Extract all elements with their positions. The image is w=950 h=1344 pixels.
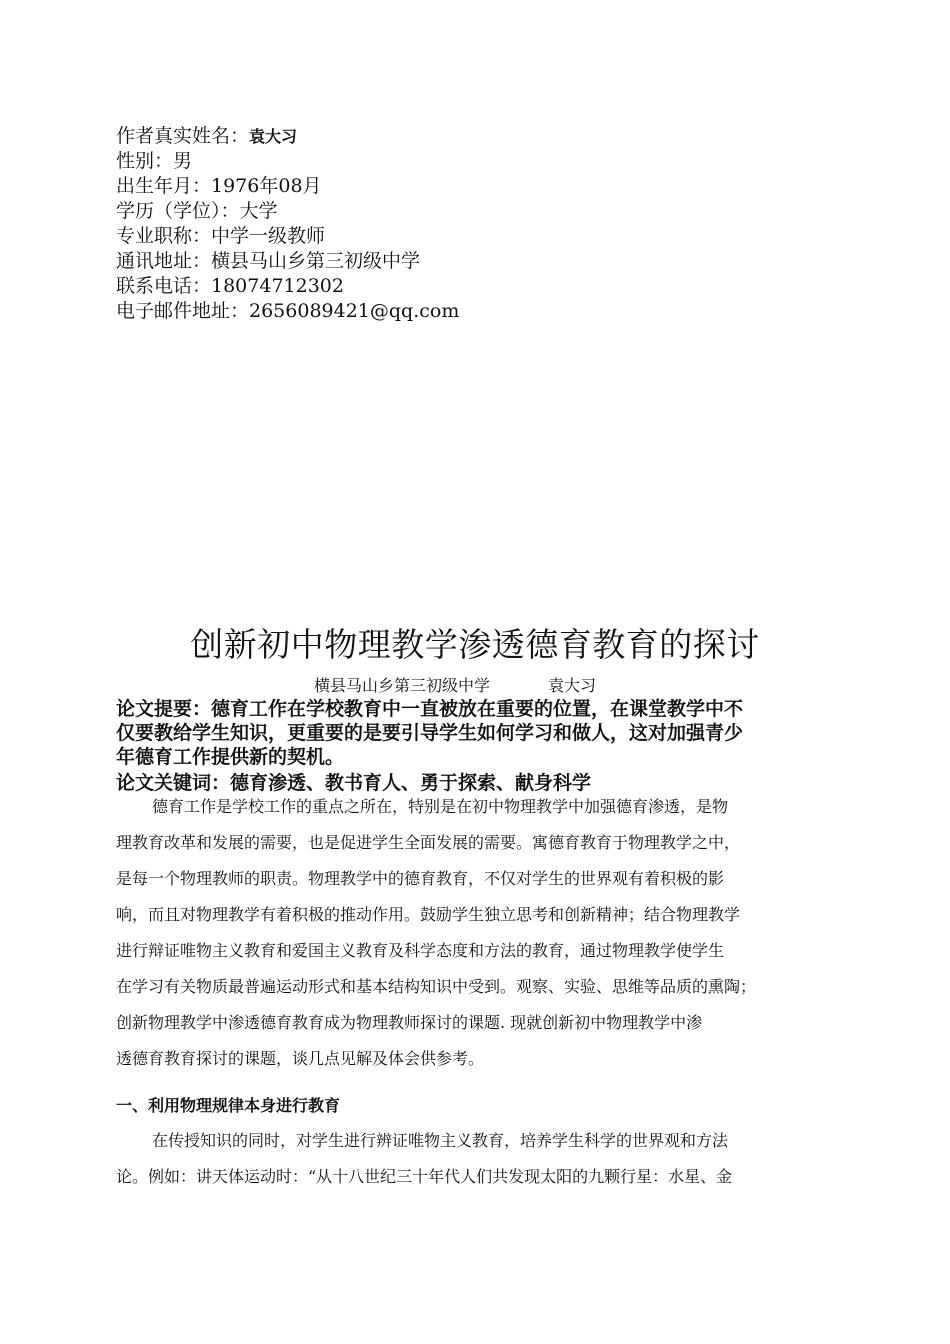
body-line: 是每一个物理教师的职责。物理教学中的德育教育，不仅对学生的世界观有着积极的影	[116, 869, 725, 888]
body-line: 在传授知识的同时，对学生进行辨证唯物主义教育，培养学生科学的世界观和方法	[152, 1131, 729, 1150]
paper-title: 创新初中物理教学渗透德育教育的探讨	[190, 625, 760, 664]
body-line: 在学习有关物质最普遍运动形式和基本结构知识中受到。观察、实验、思维等品质的熏陶；	[116, 977, 757, 996]
author-info-block	[116, 124, 836, 324]
abstract-line: 仅要教给学生知识，更重要的是要引导学生如何学习和做人，这对加强青少	[116, 722, 744, 744]
intro-paragraph	[116, 789, 846, 1077]
abstract-line: 论文提要：德育工作在学校教育中一直被放在重要的位置，在课堂教学中不	[116, 698, 744, 720]
body-line: 进行辩证唯物主义教育和爱国主义教育及科学态度和方法的教育，通过物理教学使学生	[116, 941, 725, 960]
body-line: 响，而且对物理教学有着积极的推动作用。鼓励学生独立思考和创新精神；结合物理教学	[116, 905, 741, 924]
professional-title-line: 专业职称：中学一级教师	[116, 225, 326, 247]
section-1-paragraph	[116, 1123, 846, 1195]
abstract-line: 年德育工作提供新的契机。	[116, 746, 345, 768]
paper-byline	[314, 675, 814, 697]
section-1-heading: 一、利用物理规律本身进行教育	[116, 1096, 341, 1115]
paper-school: 横县马山乡第三初级中学	[314, 676, 491, 695]
education-line: 学历（学位）：大学	[116, 200, 278, 222]
body-line: 理教育改革和发展的需要，也是促进学生全面发展的需要。寓德育教育于物理教学之中，	[116, 833, 741, 852]
body-line: 透德育教育探讨的课题，谈几点见解及体会供参考。	[116, 1049, 485, 1068]
body-line: 论。例如：讲天体运动时：“从十八世纪三十年代人们共发现太阳的九颗行星：水星、金	[116, 1167, 733, 1186]
birth-line: 出生年月：1976年08月	[116, 175, 322, 197]
email-line: 电子邮件地址：2656089421@qq.com	[116, 300, 460, 322]
paper-keywords: 论文关键词：德育渗透、教书育人、勇于探索、献身科学	[116, 772, 592, 794]
author-name-label: 作者真实姓名：	[116, 125, 250, 147]
author-name-value: 袁大习	[249, 127, 298, 146]
paper-abstract	[116, 697, 846, 769]
body-line: 德育工作是学校工作的重点之所在，特别是在初中物理教学中加强德育渗透，是物	[152, 797, 729, 816]
paper-author: 袁大习	[548, 676, 597, 695]
body-line: 创新物理教学中渗透德育教育成为物理教师探讨的课题. 现就创新初中物理教学中渗	[116, 1013, 703, 1032]
author-name-line	[116, 124, 836, 149]
address-line: 通讯地址：横县马山乡第三初级中学	[116, 250, 421, 272]
gender-line: 性别：男	[116, 150, 193, 172]
phone-line: 联系电话：18074712302	[116, 275, 344, 297]
